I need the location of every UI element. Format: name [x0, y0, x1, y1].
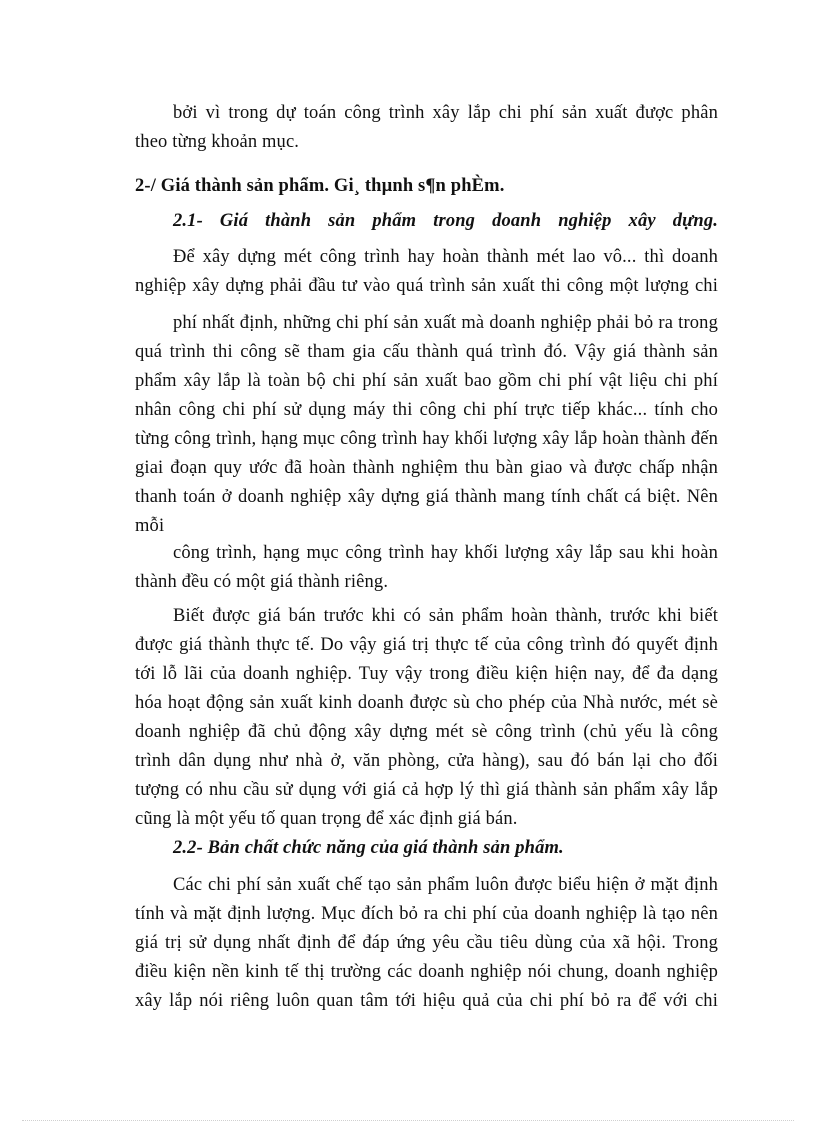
text-line: công trình, hạng mục công trình hay khối lượng xây lắp sau khi hoàn: [173, 543, 718, 563]
text-line: doanh nghiệp đã chủ động xây dựng mét sè công trình (chủ yếu là công: [135, 722, 718, 742]
text-line: giá trị sử dụng nhất định để đáp ứng yêu cầu tiêu dùng của xã hội. Trong: [135, 933, 718, 953]
text-line: Biết được giá bán trước khi có sản phẩm hoàn thành, trước khi biết: [173, 606, 718, 626]
text-line: giai đoạn quy ước đã hoàn thành nghiệm thu bàn giao và được chấp nhận: [135, 458, 718, 478]
text-line: phẩm xây lắp là toàn bộ chi phí sản xuất bao gồm chi phí vật liệu chi phí: [135, 371, 718, 391]
text-line: xây lắp nói riêng luôn quan tâm tới hiệu quả của chi phí bỏ ra để với chi: [135, 991, 718, 1011]
paragraph: [135, 243, 718, 301]
text-line: từng công trình, hạng mục công trình hay khối lượng xây lắp hoàn thành đến: [135, 429, 718, 449]
paragraph: [135, 871, 718, 1016]
text-line: phí nhất định, những chi phí sản xuất mà doanh nghiệp phải bỏ ra trong: [173, 313, 718, 333]
text-line: tính và mặt định lượng. Mục đích bỏ ra chi phí của doanh nghiệp là tạo nên: [135, 904, 718, 924]
text-line: theo từng khoản mục.: [135, 132, 300, 152]
page-bottom-border: [22, 1120, 794, 1121]
text-line: điều kiện nền kinh tế thị trường các doanh nghiệp nói chung, doanh nghiệp: [135, 962, 718, 982]
text-line: tượng có nhu cầu sử dụng với giá cả hợp lý thì giá thành sản phẩm xây lắp: [135, 780, 718, 800]
text-line: thành đều có một giá thành riêng.: [135, 572, 389, 592]
text-line: hóa hoạt động sản xuất kinh doanh được sù cho phép của Nhà nước, mét sè: [135, 693, 718, 713]
paragraph: [135, 309, 718, 541]
subsection-heading-text: 2.1- Giá thành sản phẩm trong doanh nghiệp xây dựng.: [173, 211, 718, 231]
text-line: nghiệp xây dựng phải đầu tư vào quá trình sản xuất thi công một lượng chi: [135, 276, 718, 296]
section-heading: [135, 172, 718, 201]
text-line: được giá thành thực tế. Do vậy giá trị thực tế của công trình đó quyết định: [135, 635, 718, 655]
text-line: Để xây dựng mét công trình hay hoàn thành mét lao vô... thì doanh: [173, 247, 718, 267]
section-heading-text: 2-/ Giá thành sản phẩm. Gi¸ thµnh s¶n phÈm.: [135, 176, 505, 196]
text-line: Các chi phí sản xuất chế tạo sản phẩm luôn được biểu hiện ở mặt định: [173, 875, 718, 895]
text-line: nhân công chi phí sử dụng máy thi công chi phí trực tiếp khác... tính cho: [135, 400, 718, 420]
text-line: trình dân dụng như nhà ở, văn phòng, cửa hàng), sau đó bán lại cho đối: [135, 751, 718, 771]
subsection-heading-2-1: [135, 207, 718, 236]
text-line: quá trình thi công sẽ tham gia cấu thành quá trình đó. Vậy giá thành sản: [135, 342, 718, 362]
text-line: thanh toán ở doanh nghiệp xây dựng giá thành mang tính chất cá biệt. Nên: [135, 487, 718, 507]
paragraph: [135, 602, 718, 834]
subsection-heading-2-2: [135, 834, 718, 863]
text-line: tới lỗ lãi của doanh nghiệp. Tuy vậy trong điều kiện hiện nay, để đa dạng: [135, 664, 718, 684]
text-line: bởi vì trong dự toán công trình xây lắp chi phí sản xuất được phân: [173, 103, 718, 123]
subsection-heading-text: 2.2- Bản chất chức năng của giá thành sản phẩm.: [173, 838, 564, 858]
text-line: mỗi: [135, 516, 165, 536]
text-line: cũng là một yếu tố quan trọng để xác định giá bán.: [135, 809, 518, 829]
paragraph: [135, 539, 718, 597]
paragraph-continuation: [135, 99, 718, 157]
